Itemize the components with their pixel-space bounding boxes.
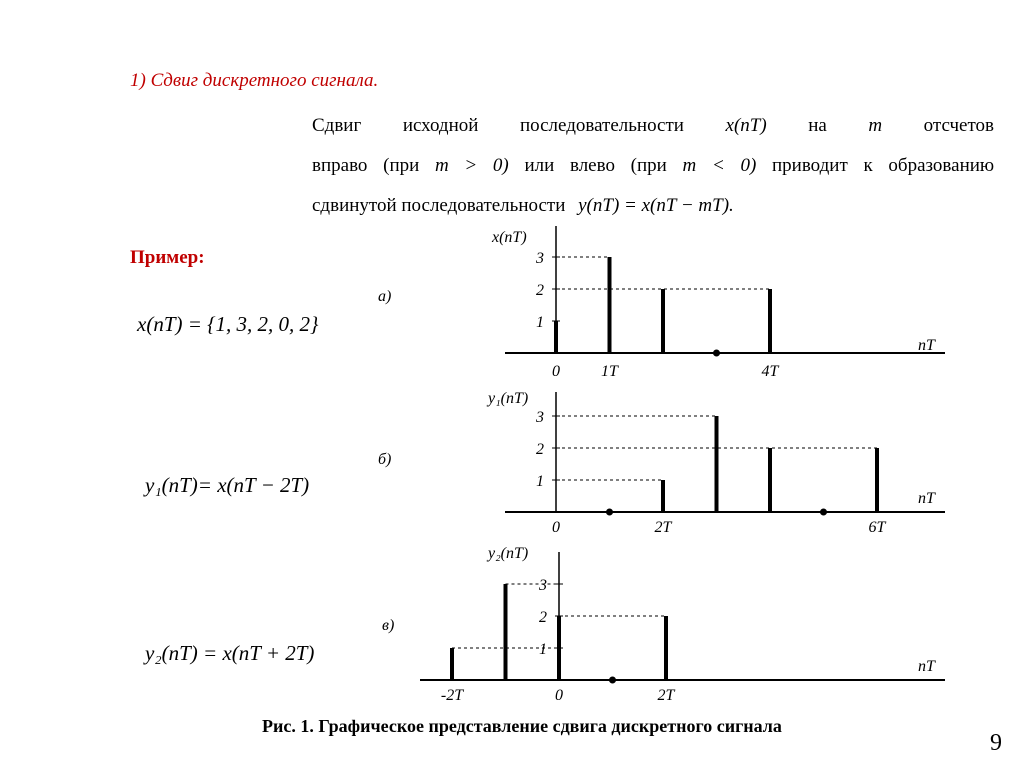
page-number: 9 <box>990 730 1002 756</box>
y-axis-label: y₂(nT) <box>488 545 529 562</box>
word: сдвинутой последовательности <box>312 195 566 216</box>
word: последовательности <box>519 115 684 136</box>
x-tick-label: 0 <box>555 687 563 704</box>
word: вправо <box>312 155 368 176</box>
x-tick-label: 0 <box>552 363 560 380</box>
word: влево <box>569 155 615 176</box>
word: Сдвиг <box>312 115 362 136</box>
word: образованию <box>888 155 995 176</box>
x-tick-label: 2T <box>657 687 675 704</box>
x-axis-label: nT <box>918 490 935 507</box>
zero-sample-dot <box>609 677 616 684</box>
x-axis-label: nT <box>918 658 935 675</box>
word-formula: x(nT) <box>725 115 767 136</box>
word-formula: m <box>868 115 883 136</box>
x-tick-label: -2T <box>440 687 464 704</box>
x-tick-label: 6T <box>868 519 886 536</box>
y-tick-label: 1 <box>539 641 547 658</box>
y-tick-label: 2 <box>539 609 547 626</box>
zero-sample-dot <box>820 509 827 516</box>
formula-y1: y₁(nT)= x(nT − 2T) <box>145 473 310 497</box>
word: или <box>524 155 555 176</box>
word: к <box>863 155 873 176</box>
word: отсчетов <box>923 115 995 136</box>
x-tick-label: 0 <box>552 519 560 536</box>
word-formula: m > 0) <box>435 155 509 176</box>
word: приводит <box>772 155 848 176</box>
example-label: Пример: <box>130 247 205 268</box>
word: (при <box>630 155 667 176</box>
x-tick-label: 4T <box>761 363 779 380</box>
word: (при <box>383 155 420 176</box>
y-tick-label: 2 <box>536 282 544 299</box>
figure-caption: Рис. 1. Графическое представление сдвига дискретного сигнала <box>262 716 782 736</box>
section-heading: 1) Сдвиг дискретного сигнала. <box>130 70 379 91</box>
y-axis-label: x(nT) <box>492 229 527 246</box>
y-tick-label: 2 <box>536 441 544 458</box>
plot-label-v: в) <box>382 617 395 634</box>
x-tick-label: 2T <box>654 519 672 536</box>
zero-sample-dot <box>713 350 720 357</box>
word-formula: m < 0) <box>682 155 757 176</box>
y-tick-label: 3 <box>539 577 547 594</box>
formula-y2: y₂(nT) = x(nT + 2T) <box>145 641 315 665</box>
word: исходной <box>402 115 479 136</box>
shift-formula: y(nT) = x(nT − mT). <box>578 195 734 216</box>
y-tick-label: 3 <box>536 409 544 426</box>
y-tick-label: 1 <box>536 473 544 490</box>
zero-sample-dot <box>606 509 613 516</box>
y-tick-label: 1 <box>536 314 544 331</box>
formula-x: x(nT) = {1, 3, 2, 0, 2} <box>137 312 319 336</box>
y-axis-label: y₁(nT) <box>488 390 529 407</box>
x-axis-label: nT <box>918 337 935 354</box>
plot-label-b: б) <box>378 451 392 468</box>
x-tick-label: 1T <box>601 363 618 380</box>
y-tick-label: 3 <box>536 250 544 267</box>
word: на <box>808 115 827 136</box>
plot-label-a: а) <box>378 288 392 305</box>
